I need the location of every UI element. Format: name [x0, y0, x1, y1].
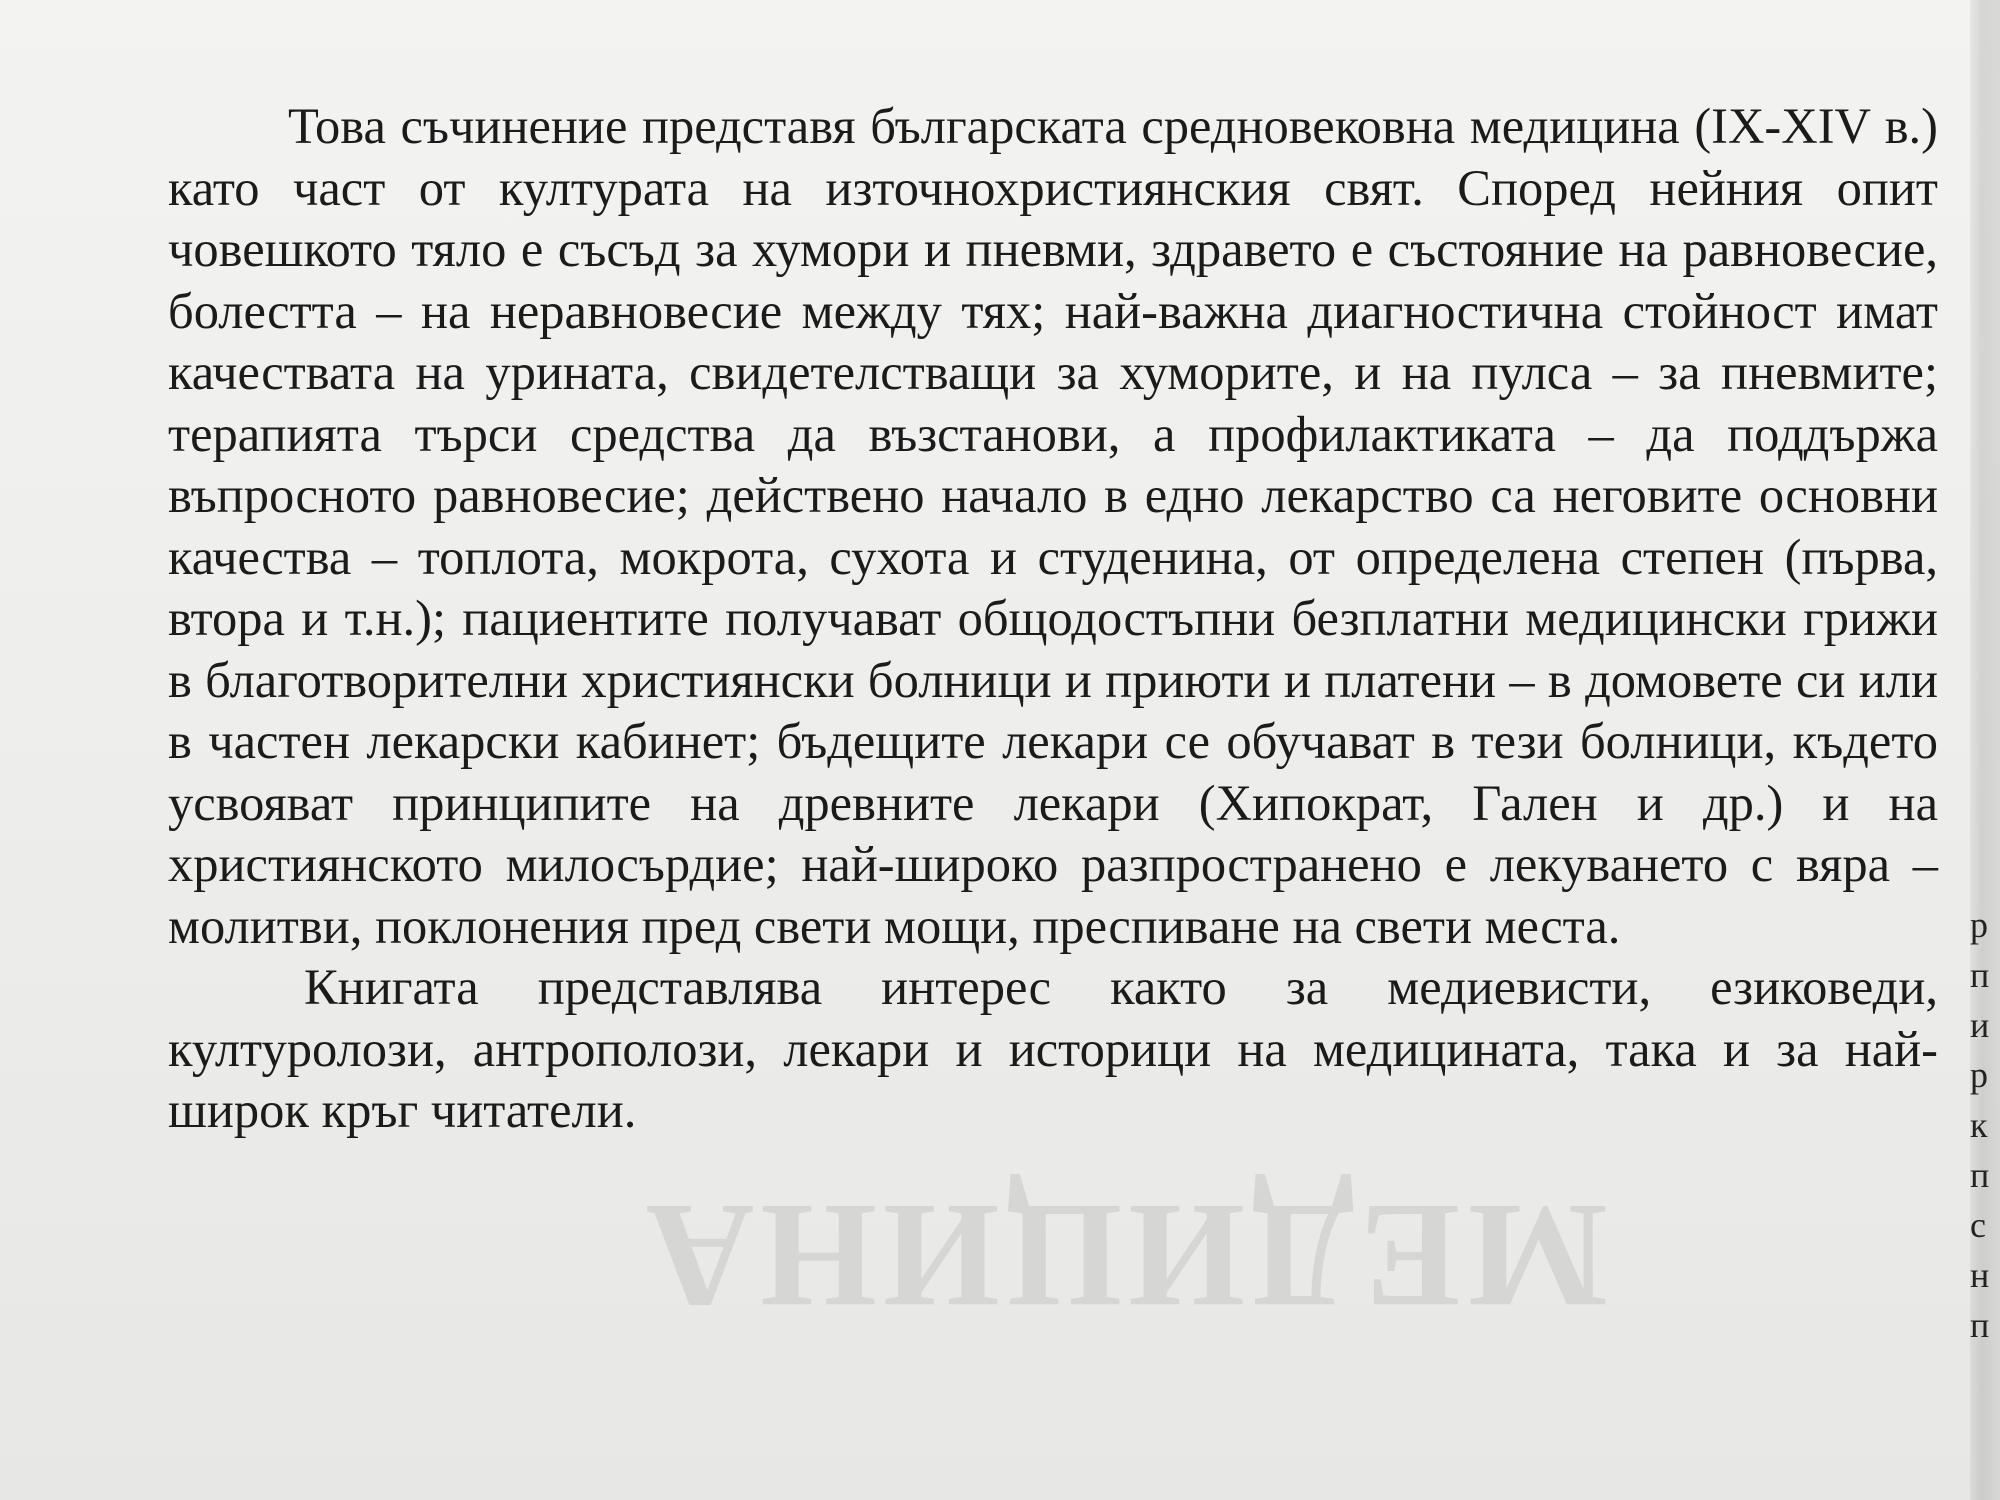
paragraph-2: Книгата представлява интерес както за медиевисти, езиковеди, културолози, антрополози, лекари и историци на медицината, така и за най-широк кръг читатели. — [168, 959, 1938, 1138]
facing-page-edge — [1970, 0, 2000, 1500]
facing-page-letters: р п и р к п с н п — [1970, 905, 1990, 1345]
body-text — [168, 96, 1938, 1142]
show-through-title: МЕДИЦИНА — [640, 1173, 1608, 1339]
paragraph-1: Това съчинение представя българската средновековна медицина (IX-XIV в.) като част от културата на източнохристиянския свят. Според нейния опит човешкото тяло е съсъд за хумори и пневми, здравето е състояние на равновесие, болестта – на неравновесие между тях; най-важна диагностична стойност имат качествата на урината, свидетелстващи за хуморите, и на пулса – за пневмите; терапията търси средства да възстанови, а профилактиката – да поддържа въпросното равновесие; действено начало в едно лекарство са неговите основни качества – топлота, мокрота, сухота и студенина, от определена степен (първа, втора и т.н.); пациентите получават общодостъпни безплатни медицински грижи в благотворителни християнски болници и приюти и платени – в домовете си или в частен лекарски кабинет; бъдещите лекари се обучават в тези болници, където усвояват принципите на древните лекари (Хипократ, Гален и др.) и на християнското милосърдие; най-широко разпространено е лекуването с вяра – молитви, поклонения пред свети мощи, преспиване на свети места. — [168, 98, 1938, 954]
